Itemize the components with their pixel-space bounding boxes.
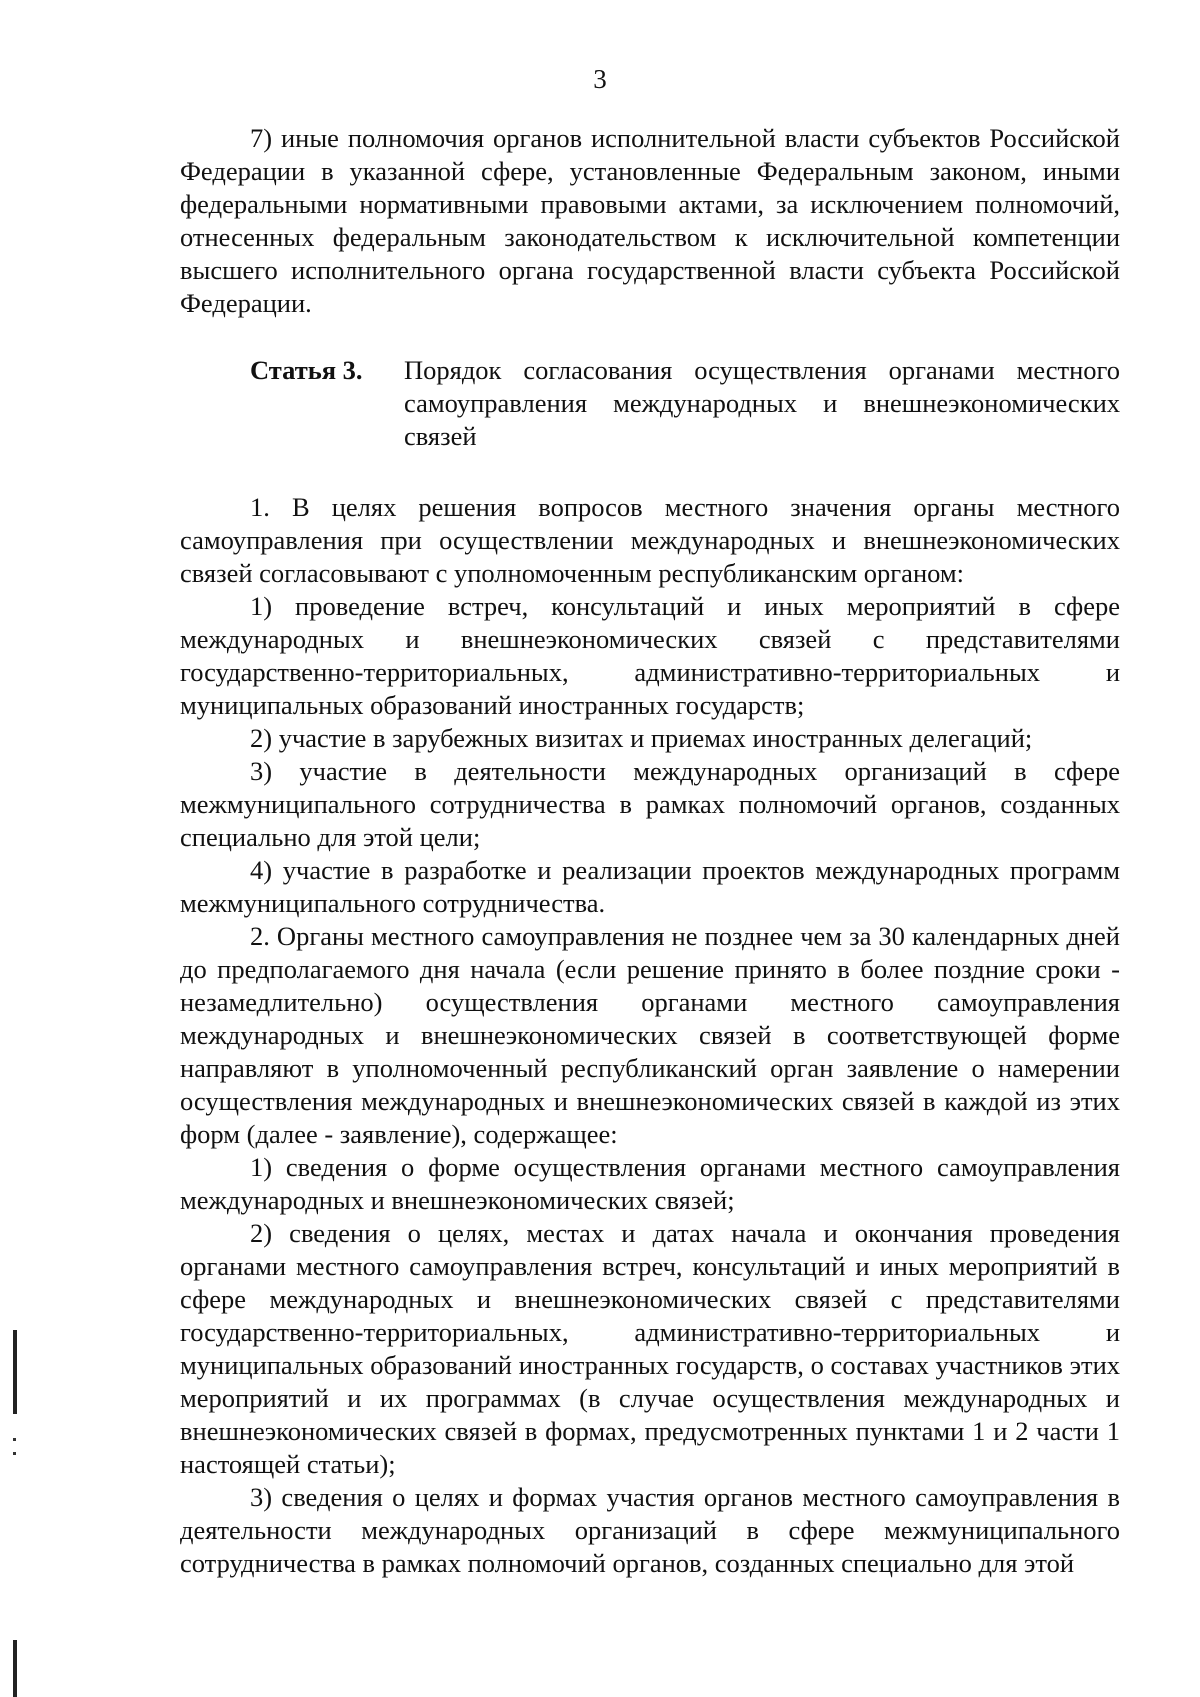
- paragraph: 2) сведения о целях, местах и датах начала и окончания проведения органами местного самоуправления встреч, консультаций и иных мероприятий в сфере международных и внешнеэкономических связей с представителями государственно-территориальных, административно-территориальных и муниципальных образований иностранных государств, о составах участников этих мероприятий и их программах (в случае осуществления международных и внешнеэкономических связей в формах, предусмотренных пунктами 1 и 2 части 1 настоящей статьи);: [180, 1218, 1120, 1479]
- paragraph-item-7: 7) иные полномочия органов исполнительной власти субъектов Российской Федерации в указанной сфере, установленные Федеральным законом, иными федеральными нормативными правовыми актами, за исключением полномочий, отнесенных федеральным законодательством к исключительной компетенции высшего исполнительного органа государственной власти субъекта Российской Федерации.: [180, 123, 1120, 318]
- paragraph: 1) проведение встреч, консультаций и иных мероприятий в сфере международных и внешнеэкономических связей с представителями государственно-территориальных, административно-территориальных и муниципальных образований иностранных государств;: [180, 591, 1120, 720]
- scan-edge-mark: [13, 1330, 17, 1414]
- scan-edge-dot: [13, 1438, 16, 1441]
- paragraph: 2) участие в зарубежных визитах и приемах иностранных делегаций;: [250, 723, 1033, 753]
- paragraph: 1) сведения о форме осуществления органами местного самоуправления международных и внешнеэкономических связей;: [180, 1152, 1120, 1215]
- article-heading: [180, 354, 1120, 453]
- paragraph: 3) участие в деятельности международных организаций в сфере межмуниципального сотрудничества в рамках полномочий органов, созданных специально для этой цели;: [180, 756, 1120, 852]
- page-number: 3: [593, 64, 607, 94]
- paragraph: 1. В целях решения вопросов местного значения органы местного самоуправления при осуществлении международных и внешнеэкономических связей согласовывают с уполномоченным республиканским органом:: [180, 492, 1120, 588]
- document-body: [180, 122, 1120, 1580]
- paragraph: 2. Органы местного самоуправления не позднее чем за 30 календарных дней до предполагаемого дня начала (если решение принято в более поздние сроки - незамедлительно) осуществления органами местного самоуправления международных и внешнеэкономических связей в соответствующей форме направляют в уполномоченный республиканский орган заявление о намерении осуществления международных и внешнеэкономических связей в каждой из этих форм (далее - заявление), содержащее:: [180, 921, 1120, 1149]
- article-number: Статья 3.: [250, 355, 363, 385]
- scan-edge-dot: [13, 1452, 16, 1455]
- scan-edge-mark: [13, 1640, 17, 1697]
- paragraph: 3) сведения о целях и формах участия органов местного самоуправления в деятельности международных организаций в сфере межмуниципального сотрудничества в рамках полномочий органов, созданных специально для этой: [180, 1482, 1120, 1578]
- article-title: Порядок согласования осуществления органами местного самоуправления международных и внешнеэкономических связей: [404, 355, 1120, 451]
- paragraph: 4) участие в разработке и реализации проектов международных программ межмуниципального сотрудничества.: [180, 855, 1120, 918]
